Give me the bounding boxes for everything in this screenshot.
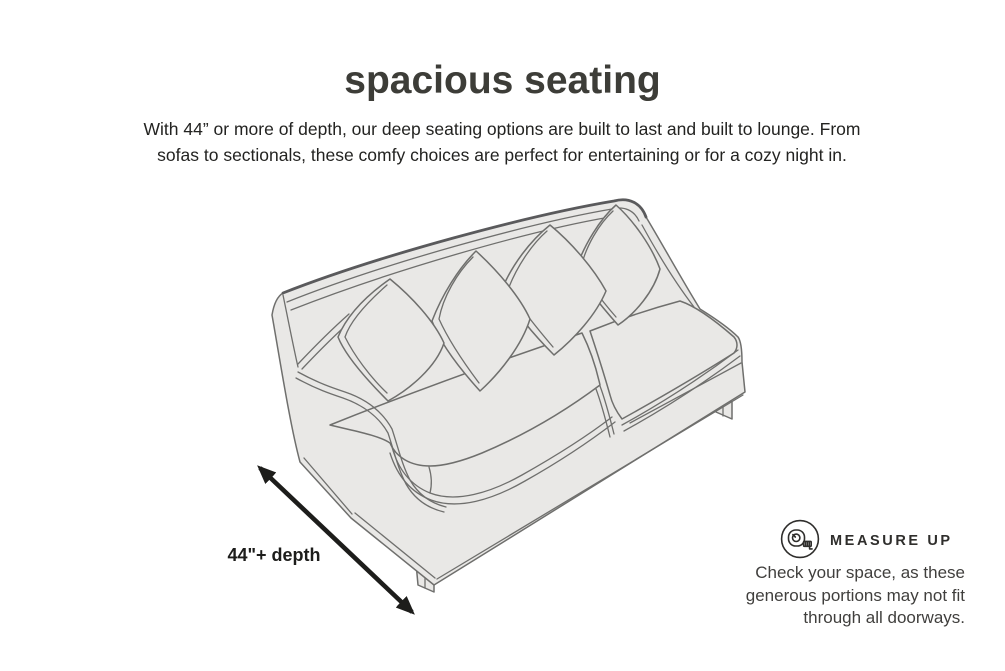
depth-dimension-label: 44"+ depth — [227, 545, 321, 565]
intro-line-1: With 44” or more of depth, our deep seating options are built to last and built to lounge. From — [143, 119, 861, 139]
tape-measure-icon — [779, 518, 821, 560]
measure-up-heading: MEASURE UP — [830, 533, 953, 549]
depth-arrow — [236, 446, 436, 636]
intro-line-2: sofas to sectionals, these comfy choices are perfect for entertaining or for a cozy night in. — [157, 145, 847, 165]
double-headed-arrow-icon — [236, 446, 436, 636]
measure-up-note-line-1: Check your space, as these — [755, 563, 965, 582]
measure-up-note-line-3: through all doorways. — [803, 608, 965, 627]
measure-up-note — [665, 562, 965, 630]
page-title: spacious seating — [344, 59, 661, 102]
intro-text — [52, 116, 952, 168]
measure-up-note-line-2: generous portions may not fit — [745, 585, 965, 605]
